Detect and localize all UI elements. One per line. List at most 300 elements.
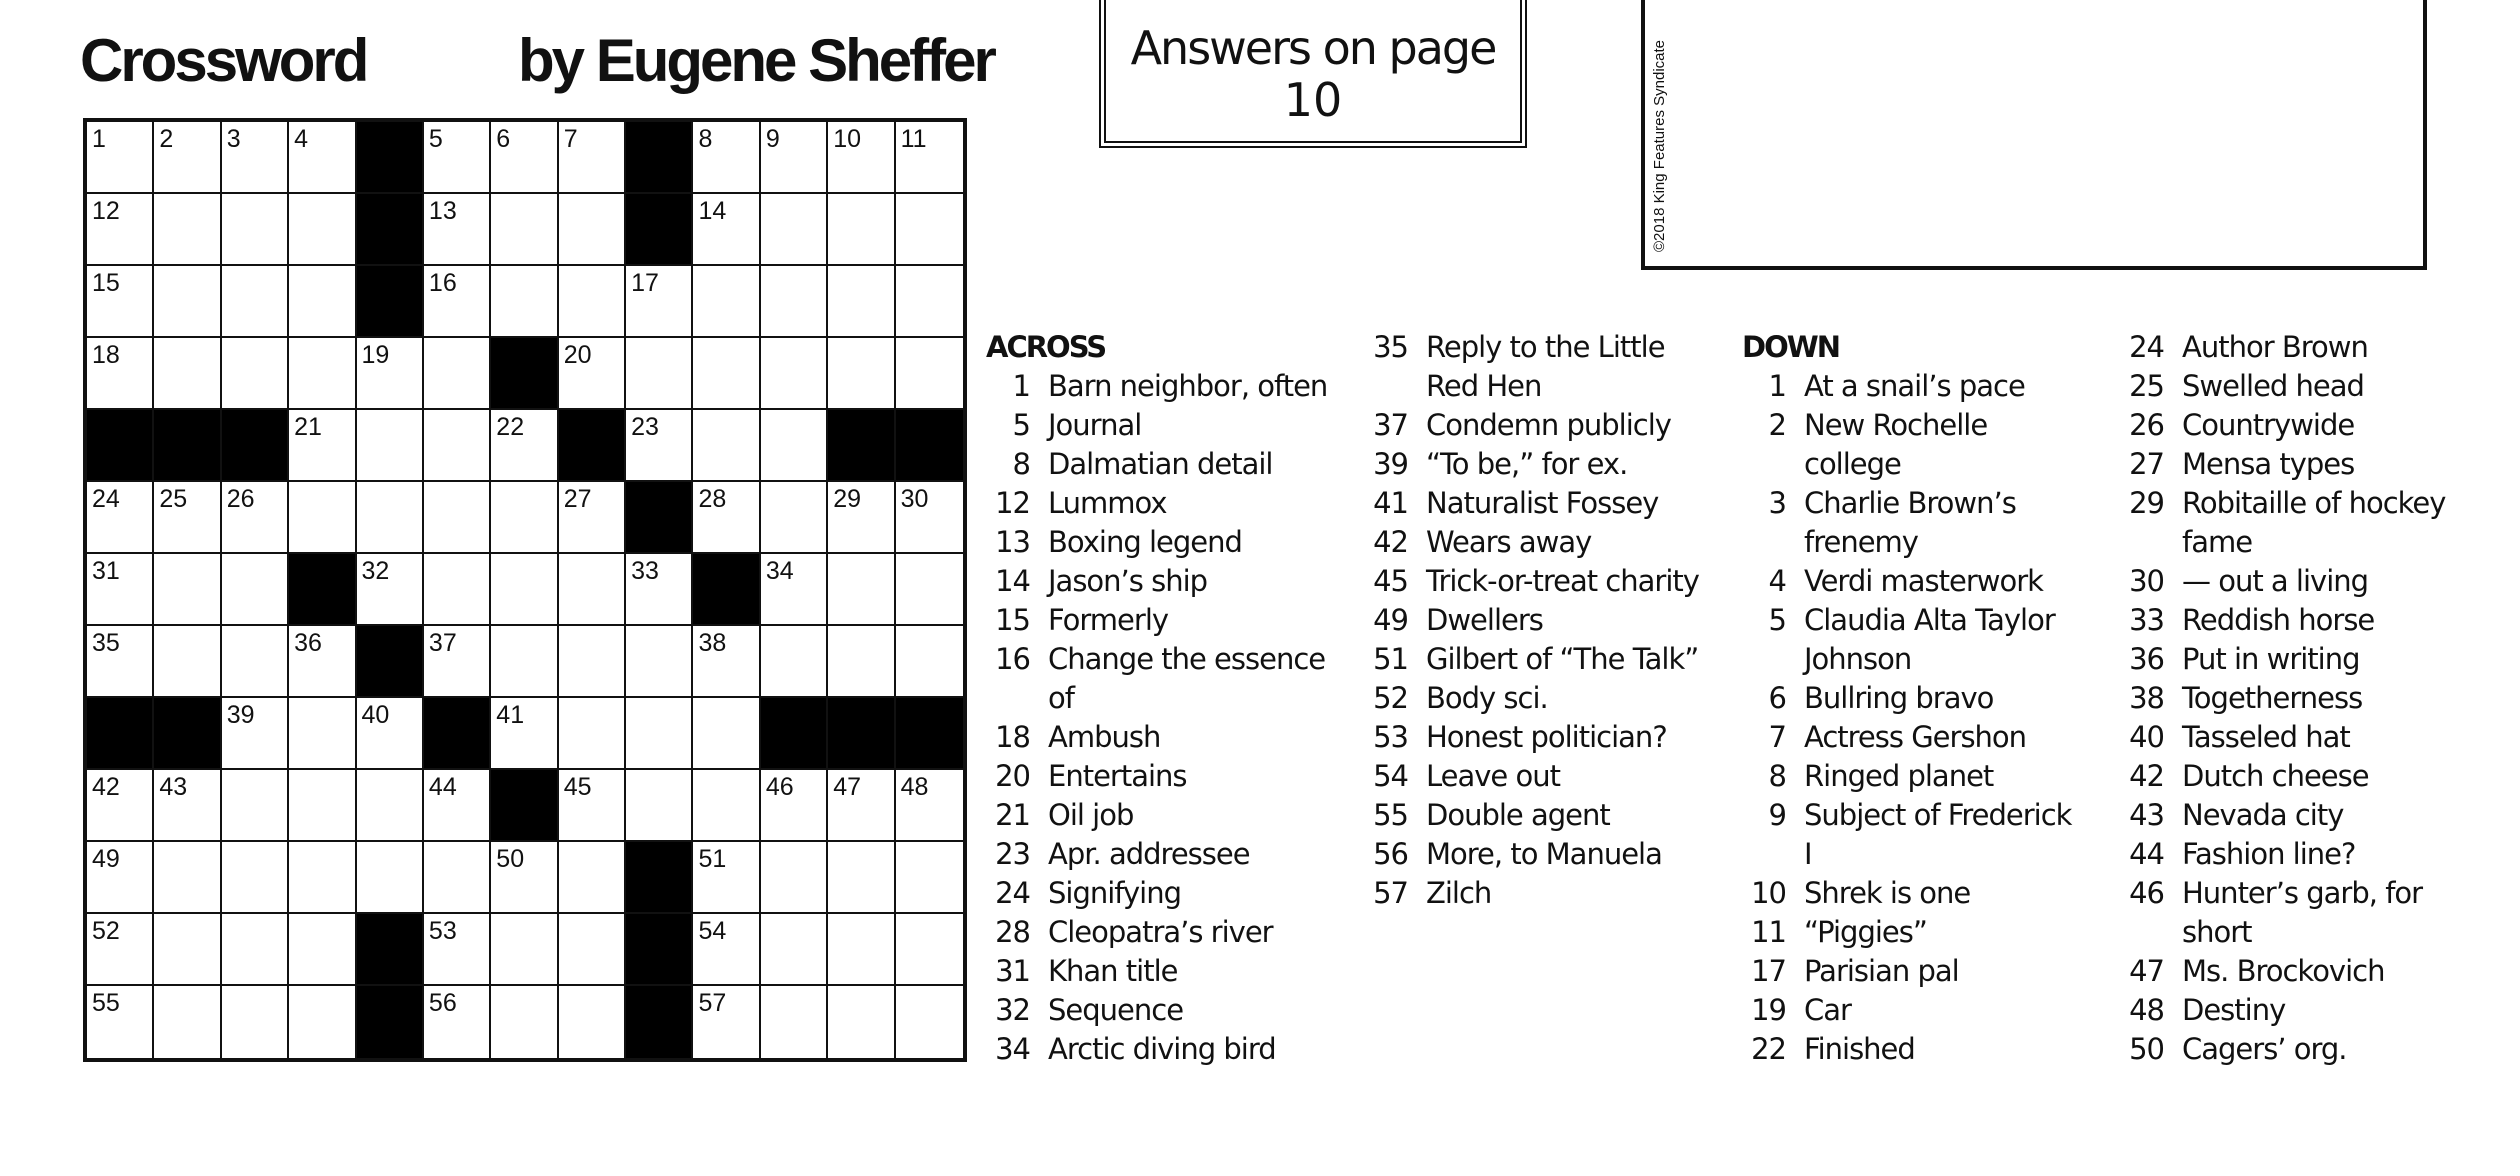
clue-item bbox=[986, 406, 1346, 445]
grid-cell[interactable] bbox=[896, 482, 963, 554]
clue-text: New Rochelle college bbox=[1804, 408, 1988, 481]
clue-number: 20 bbox=[995, 759, 1030, 793]
grid-cell[interactable] bbox=[222, 914, 289, 986]
grid-cell[interactable] bbox=[491, 554, 558, 626]
grid-cell[interactable] bbox=[357, 842, 424, 914]
clue-item bbox=[1742, 367, 2087, 406]
grid-cell[interactable] bbox=[626, 410, 693, 482]
grid-cell[interactable] bbox=[626, 698, 693, 770]
clue-item bbox=[2120, 757, 2460, 796]
grid-cell[interactable] bbox=[154, 770, 221, 842]
clue-number: 40 bbox=[2129, 720, 2164, 754]
grid-cell[interactable] bbox=[154, 482, 221, 554]
cell-number: 43 bbox=[159, 773, 188, 801]
grid-cell[interactable] bbox=[424, 626, 491, 698]
grid-cell[interactable] bbox=[626, 338, 693, 410]
copyright-notice: ©2018 King Features Syndicate bbox=[1651, 39, 1668, 252]
grid-cell[interactable] bbox=[222, 554, 289, 626]
cell-number: 47 bbox=[833, 773, 862, 801]
grid-cell[interactable] bbox=[357, 554, 424, 626]
grid-cell[interactable] bbox=[289, 986, 356, 1058]
across-clues-column-2 bbox=[1364, 328, 1704, 913]
grid-cell[interactable] bbox=[424, 986, 491, 1058]
grid-cell[interactable] bbox=[896, 338, 963, 410]
cell-number: 44 bbox=[428, 773, 457, 801]
grid-cell[interactable] bbox=[761, 194, 828, 266]
clue-text: Tasseled hat bbox=[2182, 720, 2350, 754]
cell-number: 30 bbox=[900, 485, 929, 513]
grid-cell[interactable] bbox=[693, 266, 760, 338]
cell-number: 21 bbox=[294, 413, 322, 441]
clue-number: 24 bbox=[995, 876, 1030, 910]
grid-cell[interactable] bbox=[87, 266, 154, 338]
cell-number: 1 bbox=[92, 125, 106, 153]
clue-number: 51 bbox=[1373, 642, 1408, 676]
grid-cell[interactable] bbox=[357, 410, 424, 482]
grid-cell[interactable] bbox=[491, 698, 558, 770]
clue-number: 8 bbox=[1768, 759, 1786, 793]
puzzle-byline: by Eugene Sheffer bbox=[518, 27, 994, 94]
clue-number: 41 bbox=[1373, 486, 1408, 520]
cell-number: 20 bbox=[563, 341, 592, 369]
grid-cell[interactable] bbox=[693, 770, 760, 842]
grid-cell[interactable] bbox=[828, 770, 895, 842]
cell-number: 38 bbox=[698, 629, 727, 657]
grid-cell[interactable] bbox=[559, 770, 626, 842]
clue-item bbox=[986, 601, 1346, 640]
grid-cell[interactable] bbox=[828, 266, 895, 338]
clue-item bbox=[2120, 328, 2460, 367]
clue-number: 54 bbox=[1373, 759, 1408, 793]
grid-cell[interactable] bbox=[828, 122, 895, 194]
clue-number: 16 bbox=[995, 642, 1030, 676]
grid-cell[interactable] bbox=[424, 266, 491, 338]
clue-number: 19 bbox=[1751, 993, 1786, 1027]
grid-cell[interactable] bbox=[357, 482, 424, 554]
grid-cell[interactable] bbox=[357, 698, 424, 770]
grid-cell[interactable] bbox=[154, 338, 221, 410]
clue-text: Claudia Alta Taylor Johnson bbox=[1804, 603, 2055, 676]
grid-cell[interactable] bbox=[154, 842, 221, 914]
grid-cell[interactable] bbox=[424, 338, 491, 410]
clue-number: 37 bbox=[1373, 408, 1408, 442]
grid-cell[interactable] bbox=[761, 554, 828, 626]
clue-item bbox=[1364, 796, 1704, 835]
clue-item bbox=[2120, 406, 2460, 445]
grid-cell[interactable] bbox=[761, 914, 828, 986]
cell-number: 16 bbox=[428, 269, 457, 297]
cell-number: 13 bbox=[428, 197, 457, 225]
grid-cell[interactable] bbox=[761, 986, 828, 1058]
clue-text: Cagers’ org. bbox=[2182, 1032, 2347, 1066]
clue-item bbox=[1364, 523, 1704, 562]
clue-text: “To be,” for ex. bbox=[1426, 447, 1628, 481]
grid-cell[interactable] bbox=[896, 266, 963, 338]
grid-cell[interactable] bbox=[87, 626, 154, 698]
grid-cell[interactable] bbox=[424, 554, 491, 626]
grid-cell[interactable] bbox=[559, 482, 626, 554]
grid-cell[interactable] bbox=[896, 770, 963, 842]
clue-item bbox=[1742, 406, 2087, 484]
grid-cell[interactable] bbox=[154, 626, 221, 698]
cell-number: 24 bbox=[92, 485, 120, 513]
grid-cell[interactable] bbox=[491, 626, 558, 698]
clue-text: Swelled head bbox=[2182, 369, 2364, 403]
cell-number: 39 bbox=[226, 701, 255, 729]
grid-cell[interactable] bbox=[626, 554, 693, 626]
grid-cell[interactable] bbox=[828, 482, 895, 554]
grid-cell[interactable] bbox=[693, 482, 760, 554]
grid-cell[interactable] bbox=[828, 194, 895, 266]
grid-cell[interactable] bbox=[559, 842, 626, 914]
grid-cell[interactable] bbox=[896, 554, 963, 626]
grid-cell[interactable] bbox=[626, 626, 693, 698]
clue-item bbox=[2120, 874, 2460, 952]
cell-number: 17 bbox=[631, 269, 659, 297]
clue-number: 1 bbox=[1012, 369, 1030, 403]
clue-number: 10 bbox=[1751, 876, 1786, 910]
grid-cell[interactable] bbox=[289, 482, 356, 554]
grid-cell[interactable] bbox=[424, 410, 491, 482]
clue-number: 57 bbox=[1373, 876, 1408, 910]
down-clues-column-2 bbox=[2120, 328, 2460, 1069]
clue-text: Trick-or-treat charity bbox=[1426, 564, 1699, 598]
grid-cell[interactable] bbox=[559, 986, 626, 1058]
answers-box bbox=[1099, 0, 1527, 148]
grid-block-cell bbox=[491, 770, 558, 842]
grid-cell[interactable] bbox=[491, 410, 558, 482]
grid-cell[interactable] bbox=[289, 338, 356, 410]
grid-cell[interactable] bbox=[693, 698, 760, 770]
cell-number: 26 bbox=[226, 485, 255, 513]
clue-number: 38 bbox=[2129, 681, 2164, 715]
clue-item bbox=[1742, 874, 2087, 913]
down-clues-column-1 bbox=[1742, 328, 2087, 1069]
clue-number: 22 bbox=[1751, 1032, 1786, 1066]
cell-number: 53 bbox=[428, 917, 457, 945]
grid-cell[interactable] bbox=[424, 482, 491, 554]
clue-item bbox=[986, 991, 1346, 1030]
grid-cell[interactable] bbox=[424, 842, 491, 914]
grid-cell[interactable] bbox=[761, 842, 828, 914]
clue-number: 47 bbox=[2129, 954, 2164, 988]
clue-item bbox=[986, 445, 1346, 484]
clue-text: Fashion line? bbox=[2182, 837, 2356, 871]
grid-cell[interactable] bbox=[693, 842, 760, 914]
cell-number: 34 bbox=[765, 557, 794, 585]
grid-cell[interactable] bbox=[289, 194, 356, 266]
grid-cell[interactable] bbox=[222, 986, 289, 1058]
grid-cell[interactable] bbox=[828, 842, 895, 914]
grid-cell[interactable] bbox=[222, 194, 289, 266]
clue-text: Dalmatian detail bbox=[1048, 447, 1273, 481]
grid-cell[interactable] bbox=[154, 122, 221, 194]
grid-cell[interactable] bbox=[761, 122, 828, 194]
clue-item bbox=[1742, 679, 2087, 718]
grid-cell[interactable] bbox=[289, 914, 356, 986]
grid-cell[interactable] bbox=[559, 626, 626, 698]
grid-cell[interactable] bbox=[559, 338, 626, 410]
clue-text: Verdi masterwork bbox=[1804, 564, 2043, 598]
grid-block-cell bbox=[693, 554, 760, 626]
grid-cell[interactable] bbox=[87, 482, 154, 554]
clue-item bbox=[1742, 796, 2087, 874]
grid-cell[interactable] bbox=[289, 266, 356, 338]
cell-number: 29 bbox=[833, 485, 862, 513]
clue-item bbox=[1364, 874, 1704, 913]
grid-cell[interactable] bbox=[357, 338, 424, 410]
grid-cell[interactable] bbox=[693, 122, 760, 194]
clue-text: Gilbert of “The Talk” bbox=[1426, 642, 1699, 676]
cell-number: 55 bbox=[92, 989, 120, 1017]
grid-cell[interactable] bbox=[761, 770, 828, 842]
clue-number: 5 bbox=[1012, 408, 1030, 442]
clue-text: Actress Gershon bbox=[1804, 720, 2027, 754]
grid-cell[interactable] bbox=[559, 698, 626, 770]
grid-block-cell bbox=[357, 626, 424, 698]
grid-cell[interactable] bbox=[761, 410, 828, 482]
clue-number: 31 bbox=[995, 954, 1030, 988]
grid-cell[interactable] bbox=[87, 554, 154, 626]
clue-number: 34 bbox=[995, 1032, 1030, 1066]
clue-number: 44 bbox=[2129, 837, 2164, 871]
clue-text: Sequence bbox=[1048, 993, 1184, 1027]
grid-cell[interactable] bbox=[761, 482, 828, 554]
grid-cell[interactable] bbox=[491, 986, 558, 1058]
grid-cell[interactable] bbox=[896, 626, 963, 698]
grid-cell[interactable] bbox=[559, 554, 626, 626]
clue-number: 14 bbox=[995, 564, 1030, 598]
grid-cell[interactable] bbox=[289, 770, 356, 842]
cell-number: 19 bbox=[361, 341, 390, 369]
clue-text: Dwellers bbox=[1426, 603, 1543, 637]
grid-cell[interactable] bbox=[222, 626, 289, 698]
clue-item bbox=[1742, 484, 2087, 562]
clue-number: 36 bbox=[2129, 642, 2164, 676]
grid-block-cell bbox=[626, 482, 693, 554]
grid-cell[interactable] bbox=[424, 194, 491, 266]
grid-cell[interactable] bbox=[828, 914, 895, 986]
grid-cell[interactable] bbox=[424, 770, 491, 842]
clue-number: 43 bbox=[2129, 798, 2164, 832]
grid-cell[interactable] bbox=[693, 986, 760, 1058]
clue-item bbox=[2120, 562, 2460, 601]
clue-item bbox=[1742, 991, 2087, 1030]
clue-text: Wears away bbox=[1426, 525, 1592, 559]
grid-block-cell bbox=[289, 554, 356, 626]
clue-item bbox=[986, 523, 1346, 562]
cell-number: 46 bbox=[765, 773, 794, 801]
grid-cell[interactable] bbox=[828, 554, 895, 626]
grid-cell[interactable] bbox=[87, 914, 154, 986]
clue-text: Bullring bravo bbox=[1804, 681, 1994, 715]
grid-cell[interactable] bbox=[626, 770, 693, 842]
grid-cell[interactable] bbox=[87, 842, 154, 914]
clue-text: Dutch cheese bbox=[2182, 759, 2369, 793]
clue-text: More, to Manuela bbox=[1426, 837, 1662, 871]
clue-number: 6 bbox=[1768, 681, 1786, 715]
across-clues-column-1 bbox=[986, 328, 1346, 1069]
clue-number: 2 bbox=[1768, 408, 1786, 442]
clue-text: Formerly bbox=[1048, 603, 1169, 637]
grid-cell[interactable] bbox=[222, 338, 289, 410]
clue-number: 30 bbox=[2129, 564, 2164, 598]
clue-item bbox=[2120, 1030, 2460, 1069]
grid-cell[interactable] bbox=[896, 914, 963, 986]
grid-cell[interactable] bbox=[828, 986, 895, 1058]
grid-cell[interactable] bbox=[693, 194, 760, 266]
grid-cell[interactable] bbox=[87, 122, 154, 194]
grid-block-cell bbox=[559, 410, 626, 482]
grid-cell[interactable] bbox=[896, 122, 963, 194]
clue-item bbox=[986, 835, 1346, 874]
clue-text: Put in writing bbox=[2182, 642, 2360, 676]
grid-block-cell bbox=[626, 914, 693, 986]
clue-number: 48 bbox=[2129, 993, 2164, 1027]
clue-item bbox=[2120, 679, 2460, 718]
clue-number: 1 bbox=[1768, 369, 1786, 403]
grid-cell[interactable] bbox=[491, 482, 558, 554]
grid-cell[interactable] bbox=[289, 626, 356, 698]
grid-cell[interactable] bbox=[87, 986, 154, 1058]
clue-text: Destiny bbox=[2182, 993, 2286, 1027]
grid-cell[interactable] bbox=[559, 266, 626, 338]
grid-cell[interactable] bbox=[828, 338, 895, 410]
grid-cell[interactable] bbox=[828, 626, 895, 698]
clue-text: Boxing legend bbox=[1048, 525, 1242, 559]
grid-cell[interactable] bbox=[491, 266, 558, 338]
grid-cell[interactable] bbox=[222, 770, 289, 842]
grid-block-cell bbox=[87, 410, 154, 482]
clue-text: “Piggies” bbox=[1804, 915, 1927, 949]
cell-number: 6 bbox=[496, 125, 511, 153]
clue-number: 53 bbox=[1373, 720, 1408, 754]
grid-cell[interactable] bbox=[357, 770, 424, 842]
grid-block-cell bbox=[761, 698, 828, 770]
clue-text: Nevada city bbox=[2182, 798, 2344, 832]
grid-cell[interactable] bbox=[289, 122, 356, 194]
clue-number: 24 bbox=[2129, 330, 2164, 364]
grid-cell[interactable] bbox=[761, 626, 828, 698]
clue-item bbox=[2120, 835, 2460, 874]
clue-item bbox=[986, 562, 1346, 601]
clue-item bbox=[1364, 640, 1704, 679]
grid-cell[interactable] bbox=[693, 914, 760, 986]
grid-cell[interactable] bbox=[693, 338, 760, 410]
grid-cell[interactable] bbox=[87, 194, 154, 266]
clue-item bbox=[986, 640, 1346, 718]
clue-number: 46 bbox=[2129, 876, 2164, 910]
grid-cell[interactable] bbox=[154, 266, 221, 338]
cell-number: 9 bbox=[765, 125, 780, 153]
cell-number: 57 bbox=[698, 989, 727, 1017]
cell-number: 14 bbox=[698, 197, 727, 225]
clue-item bbox=[986, 757, 1346, 796]
grid-cell[interactable] bbox=[222, 482, 289, 554]
grid-cell[interactable] bbox=[491, 914, 558, 986]
grid-cell[interactable] bbox=[222, 266, 289, 338]
grid-block-cell bbox=[626, 842, 693, 914]
clue-item bbox=[986, 913, 1346, 952]
grid-cell[interactable] bbox=[491, 194, 558, 266]
grid-cell[interactable] bbox=[559, 914, 626, 986]
clue-number: 12 bbox=[995, 486, 1030, 520]
grid-cell[interactable] bbox=[761, 266, 828, 338]
grid-cell[interactable] bbox=[154, 554, 221, 626]
grid-cell[interactable] bbox=[424, 122, 491, 194]
clue-text: Reply to the Little Red Hen bbox=[1426, 330, 1665, 403]
clue-text: Ringed planet bbox=[1804, 759, 1994, 793]
grid-cell[interactable] bbox=[289, 842, 356, 914]
grid-cell[interactable] bbox=[491, 122, 558, 194]
grid-block-cell bbox=[828, 410, 895, 482]
grid-cell[interactable] bbox=[222, 698, 289, 770]
grid-cell[interactable] bbox=[896, 986, 963, 1058]
clue-number: 35 bbox=[1373, 330, 1408, 364]
clue-number: 3 bbox=[1768, 486, 1786, 520]
grid-cell[interactable] bbox=[896, 842, 963, 914]
grid-cell[interactable] bbox=[424, 914, 491, 986]
clue-number: 27 bbox=[2129, 447, 2164, 481]
grid-cell[interactable] bbox=[559, 194, 626, 266]
clue-item bbox=[986, 874, 1346, 913]
cell-number: 27 bbox=[563, 485, 592, 513]
grid-cell[interactable] bbox=[289, 698, 356, 770]
grid-cell[interactable] bbox=[491, 842, 558, 914]
clue-number: 39 bbox=[1373, 447, 1408, 481]
cell-number: 41 bbox=[496, 701, 525, 729]
grid-cell[interactable] bbox=[693, 626, 760, 698]
clue-number: 15 bbox=[995, 603, 1030, 637]
grid-cell[interactable] bbox=[154, 194, 221, 266]
cell-number: 4 bbox=[294, 125, 309, 153]
grid-block-cell bbox=[87, 698, 154, 770]
clue-text: Car bbox=[1804, 993, 1851, 1027]
clue-item bbox=[2120, 484, 2460, 562]
grid-cell[interactable] bbox=[693, 410, 760, 482]
grid-cell[interactable] bbox=[559, 122, 626, 194]
grid-cell[interactable] bbox=[289, 410, 356, 482]
clue-text: Shrek is one bbox=[1804, 876, 1971, 910]
cell-number: 40 bbox=[361, 701, 390, 729]
grid-cell[interactable] bbox=[761, 338, 828, 410]
clue-text: Jason’s ship bbox=[1048, 564, 1208, 598]
clue-text: Entertains bbox=[1048, 759, 1187, 793]
down-heading: DOWN bbox=[1742, 330, 1839, 364]
grid-cell[interactable] bbox=[154, 914, 221, 986]
cell-number: 5 bbox=[428, 125, 443, 153]
clue-text: Parisian pal bbox=[1804, 954, 1959, 988]
clue-item bbox=[2120, 796, 2460, 835]
cell-number: 12 bbox=[92, 197, 120, 225]
grid-cell[interactable] bbox=[222, 122, 289, 194]
clue-text: Reddish horse bbox=[2182, 603, 2375, 637]
grid-cell[interactable] bbox=[222, 842, 289, 914]
cell-number: 52 bbox=[92, 917, 120, 945]
cell-number: 37 bbox=[428, 629, 457, 657]
grid-cell[interactable] bbox=[154, 986, 221, 1058]
grid-cell[interactable] bbox=[626, 266, 693, 338]
grid-cell[interactable] bbox=[87, 338, 154, 410]
cell-number: 28 bbox=[698, 485, 727, 513]
clue-item bbox=[1364, 562, 1704, 601]
clue-item bbox=[1742, 1030, 2087, 1069]
clue-number: 13 bbox=[995, 525, 1030, 559]
cell-number: 7 bbox=[563, 125, 578, 153]
clue-number: 8 bbox=[1012, 447, 1030, 481]
grid-cell[interactable] bbox=[87, 770, 154, 842]
grid-cell[interactable] bbox=[896, 194, 963, 266]
